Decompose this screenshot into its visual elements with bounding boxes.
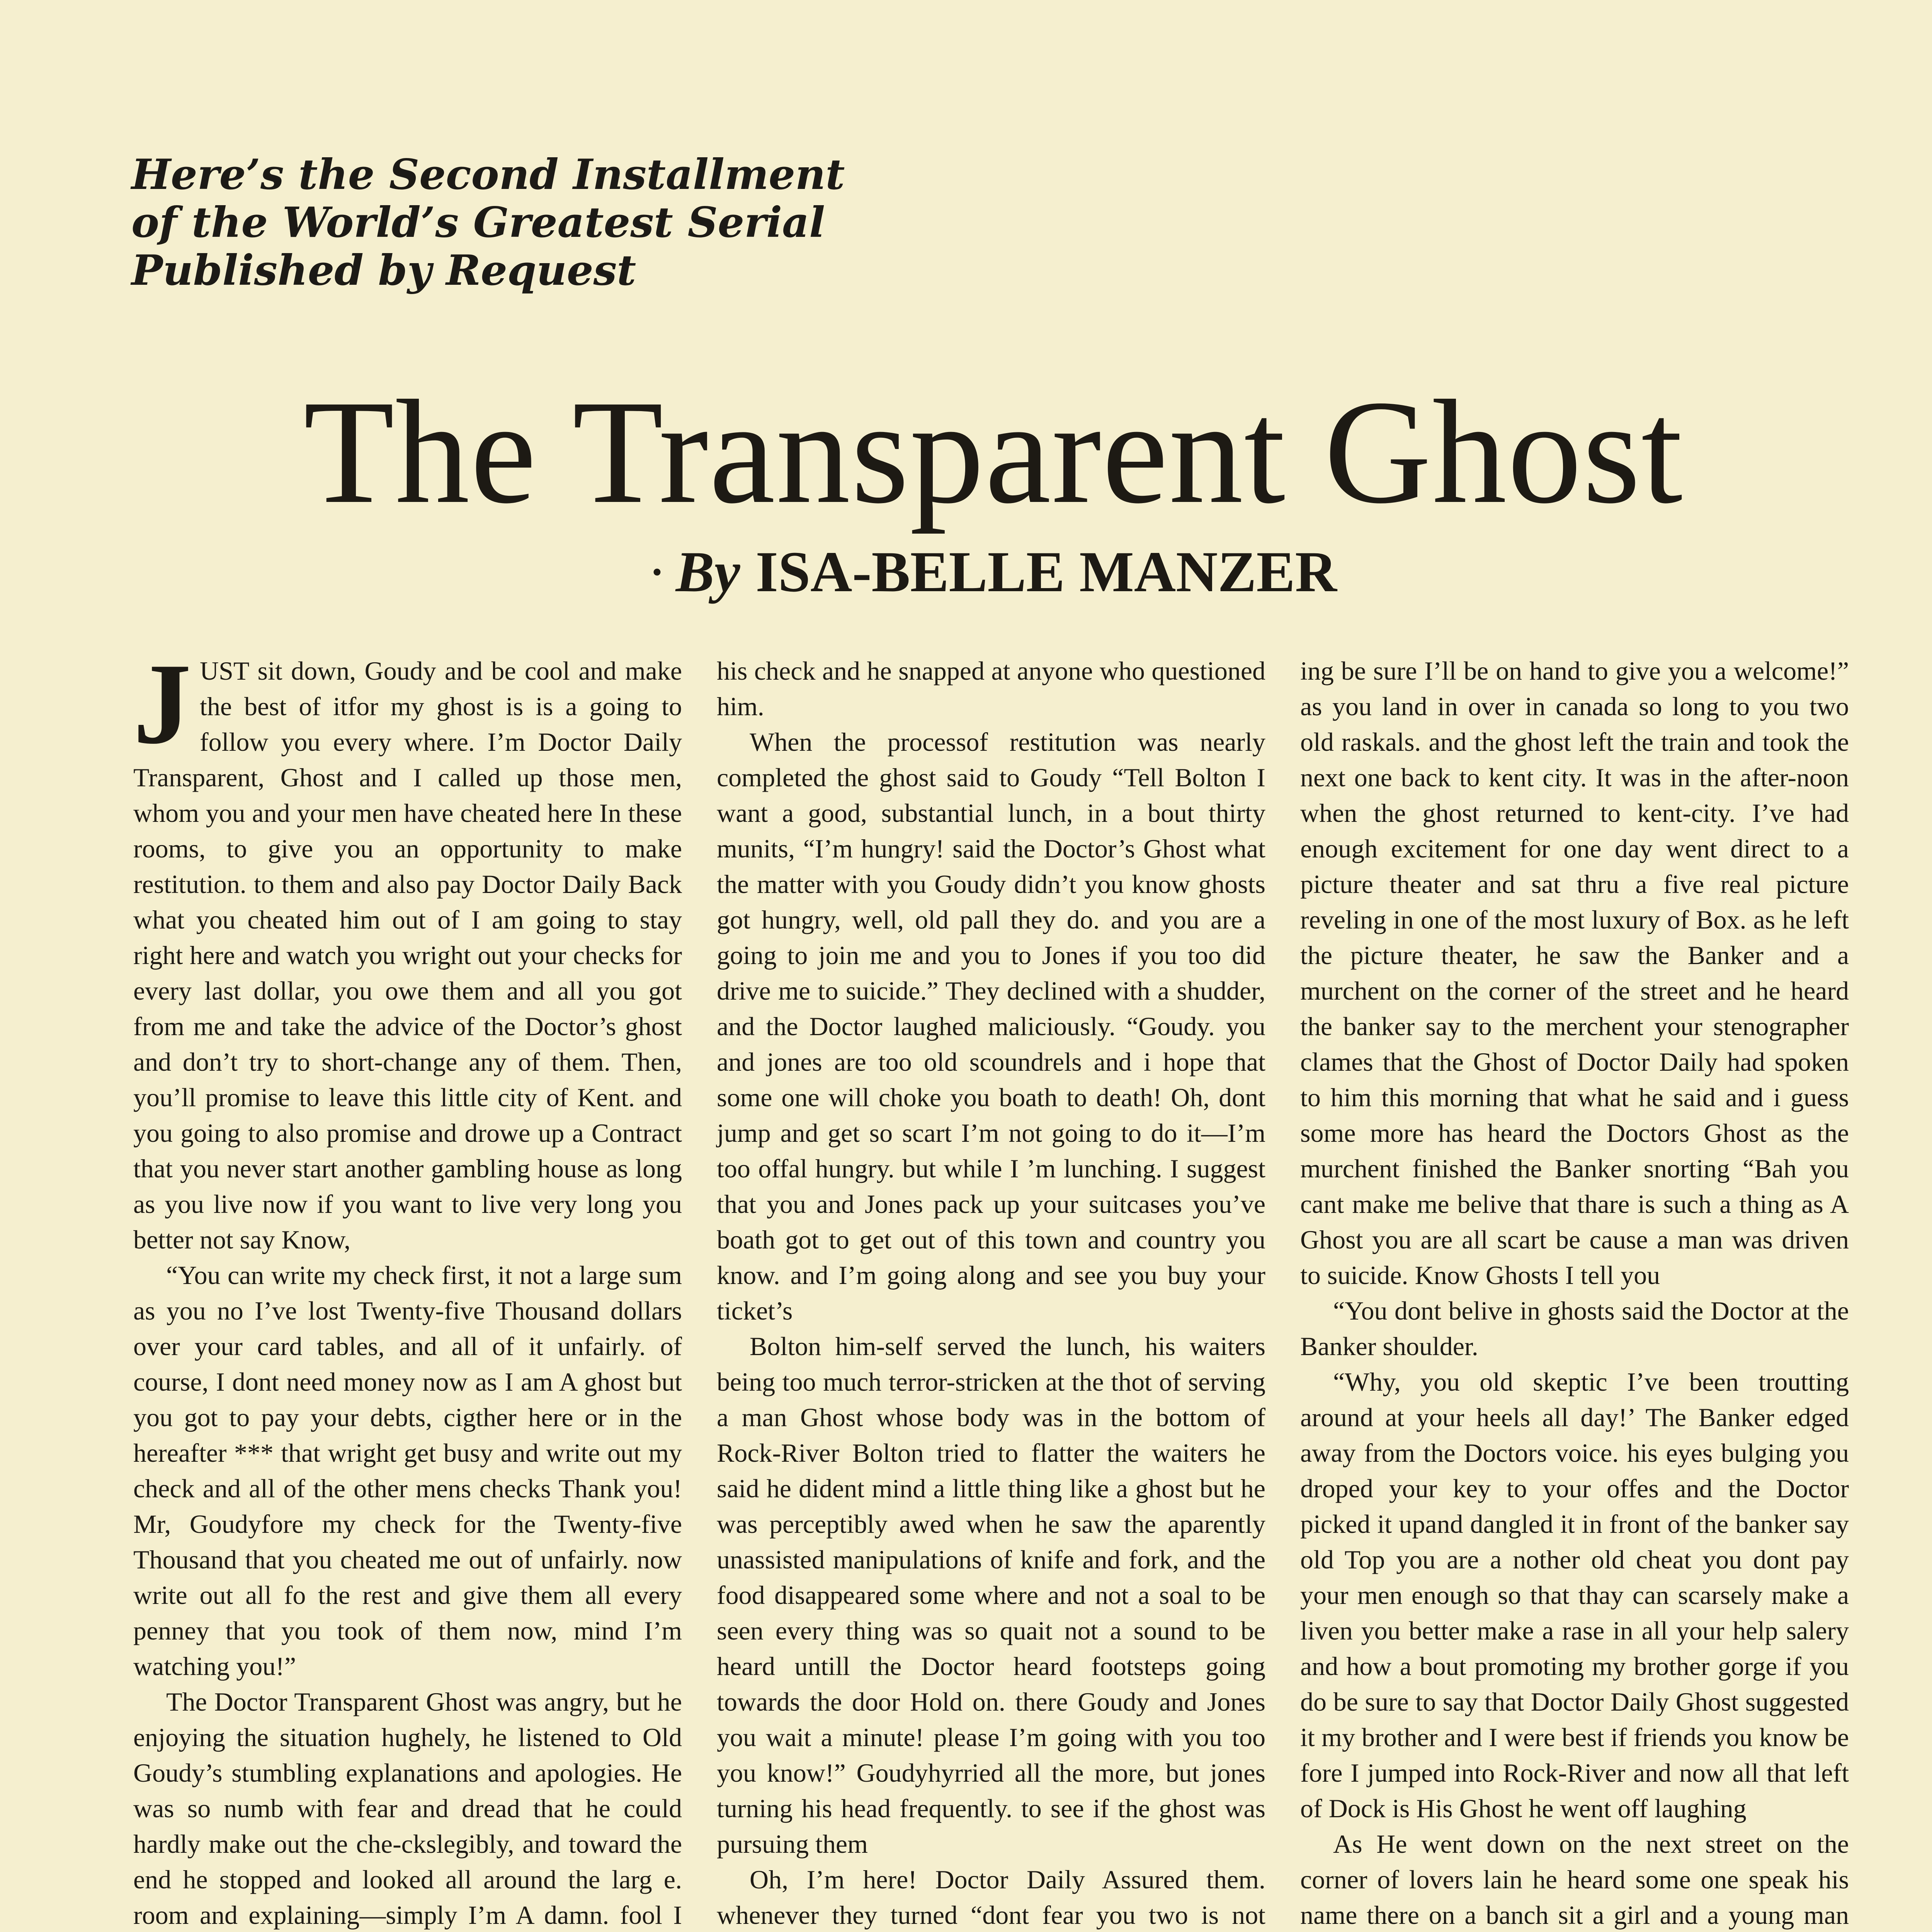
intro-line-3: Published by Request: [131, 246, 636, 295]
byline-bullet: ·: [650, 548, 664, 595]
paragraph: “You dont belive in ghosts said the Doctor at the Banker shoulder.: [1300, 1296, 1849, 1361]
byline: [0, 537, 1932, 607]
paragraph: [133, 639, 682, 1257]
author-name: ISA-BELLE MANZER: [755, 540, 1337, 604]
text-column-3: [1300, 653, 1849, 1932]
paragraph: The Doctor Transparent Ghost was angry, but he enjoying the situation hughely, he listened to Old Goudy’s stumbling explanations and apologies. He was so numb with fear and dread that he could hardly make out the che-ckslegibly, and toward the end he stopped and looked all around the larg e. room and explaining—simply I’m A damn. fool I: [133, 1687, 682, 1930]
paragraph: Bolton him-self served the lunch, his waiters being too much terror-stricken at the thot of serving a man Ghost whose body was in the bottom of Rock-River Bolton tried to flatter the waiters he said he dident mind a little thing like a ghost but he was perceptibly awed when he saw the aparently unassisted manipulations of knife and fork, and the food disappeared some where and not a soal to be seen every thing was so quait not a sound to be heard untill the Doctor heard footsteps going towards the door Hold on. there Goudy and Jones you wait a minute! please I’m going with you too you know!” Goudyhyrried all the more, but jones turning his head frequently. to see if the ghost was pursuing them: [717, 1332, 1265, 1859]
paragraph: ing be sure I’ll be on hand to give you a welcome!” as you land in over in canada so long to you two old raskals. and the ghost left the train and took the next one back to kent city. It was in the after-noon when the ghost returned to kent-city. I’ve had enough excitement for one day went direct to a picture theater and sat thru a five real picture reveling in one of the most luxury of Box. as he left the picture theater, he saw the Banker and a murchent on the corner of the street and he heard the banker say to the merchent your stenographer clames that the Ghost of Doctor Daily had spoken to him this morning that what he said and i guess some more has heard the Doctors Ghost as the murchent finished the Banker snorting “Bah you cant make me belive that thare is such a thing as A Ghost you are all scart be cause a man was driven to suicide. Know Ghosts I tell you: [1300, 656, 1849, 1290]
paragraph-text: UST sit down, Goudy and be cool and make the best of itfor my ghost is is a going to follow you every where. I’m Doctor Daily Transparent, Ghost and I called up those men, whom you and your men have cheated here In these rooms, to give you an opportunity to make restitution. to them and also pay Doctor Daily Back what you cheated him out of I am going to stay right here and watch you wright out your checks for every last dollar, you owe them and all you got from me and take the advice of the Doctor’s ghost and don’t try to short-change any of them. Then, you’ll promise to leave this little city of Kent. and you going to also promise and drowe up a Contract that you never start another gambling house as long as you live now if you want to live very long you better not say Know,: [133, 656, 682, 1254]
story-title: The Transparent Ghost: [303, 370, 1684, 534]
paragraph: Oh, I’m here! Doctor Daily Assured them. whenever they turned “dont fear you two is not: [717, 1865, 1265, 1930]
byline-by: By: [675, 540, 740, 604]
text-column-1: [133, 639, 682, 1932]
paragraph: When the processof restitution was nearly completed the ghost said to Goudy “Tell Bolton I want a good, substantial lunch, in a bout thirty munits, “I’m hungry! said the Doctor’s Ghost what the matter with you Goudy didn’t you know ghosts got hungry, well, old pall they do. and you are a going to join me and you to Jones if you too did drive me to suicide.” They declined with a shudder, and the Doctor laughed maliciously. “Goudy. you and jones are too old scoundrels and i hope that some one will choke you boath to death! Oh, dont jump and get so scart I’m not going to do it—I’m too offal hungry. but while I ’m lunching. I suggest that you and Jones pack up your suitcases you’ve boath got to get out of this town and country you know. and I’m going along and see you buy your ticket’s: [717, 727, 1265, 1325]
text-column-2: [717, 653, 1265, 1932]
drop-cap: J: [133, 639, 191, 768]
paragraph: As He went down on the next street on the corner of lovers lain he heard some one speak his name there on a banch sit a girl and a young man: [1300, 1829, 1849, 1930]
paragraph: “You can write my check first, it not a large sum as you no I’ve lost Twenty-five Thousand dollars over your card tables, and all of it unfairly. of course, I dont need money now as I am A ghost but you got to pay your debts, cigther here or in the hereafter *** that wright get busy and write out my check and all of the other mens checks Thank you! Mr, Goudyfore my check for the Twenty-five Thousand that you cheated me out of unfairly. now write out all fo the rest and give them all every penney that you took of them now, mind I’m watching you!”: [133, 1260, 682, 1681]
serial-intro: [131, 151, 1059, 294]
paragraph: his check and he snapped at anyone who questioned him.: [717, 656, 1265, 721]
paragraph: “Why, you old skeptic I’ve been troutting around at your heels all day!’ The Banker edged away from the Doctors voice. his eyes bulging you droped your key to your offes and the Doctor picked it upand dangled it in front of the banker say old Top you are a nother old cheat you dont pay your men enough so that thay can scarsely make a liven you better make a rase in all your help salery and how a bout promoting my brother gorge if you do be sure to say that Doctor Daily Ghost suggested it my brother and I were best if friends you know be fore I jumped into Rock-River and now all that left of Dock is His Ghost he went off laughing: [1300, 1367, 1849, 1823]
intro-line-2: of the World’s Greatest Serial: [131, 198, 825, 247]
intro-line-1: Here’s the Second Installment: [131, 150, 845, 199]
